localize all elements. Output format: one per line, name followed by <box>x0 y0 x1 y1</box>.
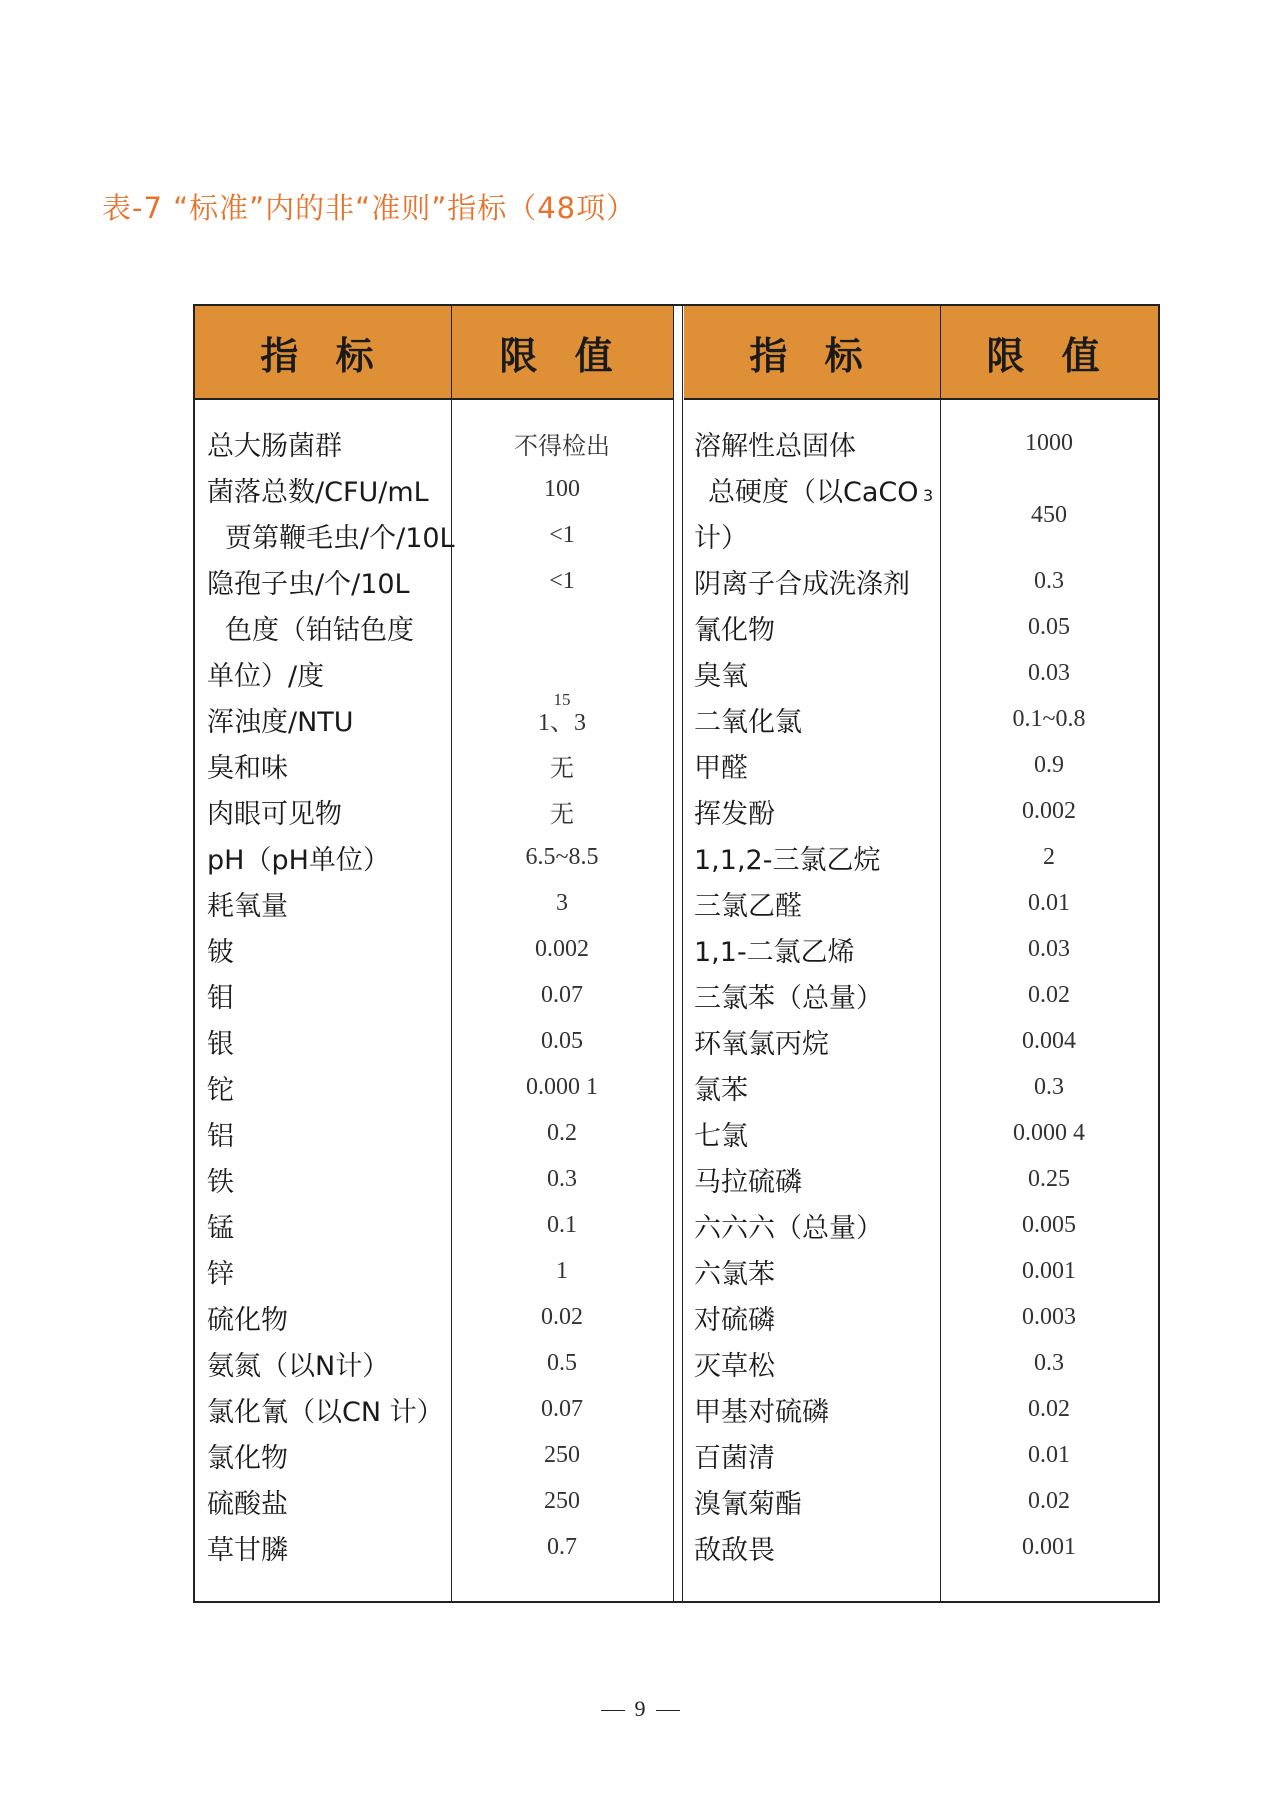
table-row <box>195 1432 673 1478</box>
limit-value: 1 <box>556 1257 568 1284</box>
table-row <box>682 1478 1158 1524</box>
indicator-name: pH（pH单位） <box>207 844 390 876</box>
table-row <box>682 972 1158 1018</box>
header-left-limit: 限 值 <box>451 306 673 400</box>
limit-value: 0.01 <box>1028 1441 1070 1468</box>
limit-value: 250 <box>544 1441 580 1468</box>
table-row <box>682 1432 1158 1478</box>
indicator-name: 铁 <box>207 1166 234 1198</box>
indicator-name: 总硬度（以CaCO <box>708 476 919 508</box>
table-row <box>682 558 1158 604</box>
indicator-name: 菌落总数/CFU/mL <box>207 476 429 508</box>
indicator-name: 隐孢子虫/个/10L <box>207 568 410 600</box>
indicator-name: 溶解性总固体 <box>694 430 856 462</box>
limit-value: 0.02 <box>1028 1487 1070 1514</box>
column-divider <box>673 306 674 1601</box>
indicator-name: 环氧氯丙烷 <box>694 1028 829 1060</box>
indicator-name: 氯化物 <box>207 1442 288 1474</box>
indicator-name: 甲醛 <box>694 752 748 784</box>
limit-value: 不得检出 <box>514 433 610 460</box>
limit-value: 0.02 <box>1028 1395 1070 1422</box>
table-row <box>682 420 1158 466</box>
indicator-name: 二氧化氯 <box>694 706 802 738</box>
limit-value: 0.9 <box>1034 751 1064 778</box>
limit-value: 0.05 <box>1028 613 1070 640</box>
limit-value: 0.003 <box>1022 1303 1076 1330</box>
indicator-name: 硫化物 <box>207 1304 288 1336</box>
table-row <box>682 1248 1158 1294</box>
limit-value: 0.1~0.8 <box>1012 705 1086 732</box>
indicator-name: 七氯 <box>694 1120 748 1152</box>
limit-value: 无 <box>550 755 574 782</box>
table-row <box>682 650 1158 696</box>
indicator-name: 草甘膦 <box>207 1534 288 1566</box>
limit-value: 0.002 <box>535 935 589 962</box>
header-right-limit: 限 值 <box>940 306 1158 400</box>
limit-value: 0.01 <box>1028 889 1070 916</box>
indicator-name: 铊 <box>207 1074 234 1106</box>
limit-value: 2 <box>1043 843 1055 870</box>
limit-value: 0.05 <box>541 1027 583 1054</box>
indicator-name: 臭氧 <box>694 660 748 692</box>
indicator-name: 单位）/度 <box>207 660 325 692</box>
table-row <box>195 690 673 742</box>
indicator-name: 挥发酚 <box>694 798 775 830</box>
table-row <box>195 1202 673 1248</box>
indicator-name: 百菌清 <box>694 1442 775 1474</box>
indicator-name: 氨氮（以N计） <box>207 1350 390 1382</box>
indicator-name: 敌敌畏 <box>694 1534 775 1566</box>
table-row <box>682 604 1158 650</box>
limit-value: <1 <box>549 521 575 548</box>
limit-value: 450 <box>1031 502 1067 528</box>
table-row <box>682 1110 1158 1156</box>
indicator-table <box>193 304 1160 1603</box>
indicator-name: 三氯乙醛 <box>694 890 802 922</box>
indicator-name: 钼 <box>207 982 234 1014</box>
limit-value: 0.1 <box>547 1211 577 1238</box>
table-row <box>195 972 673 1018</box>
header-right-indicator: 指 标 <box>684 306 940 400</box>
limit-value: 100 <box>544 475 580 502</box>
limit-value: 0.3 <box>1034 567 1064 594</box>
indicator-name: 1,1-二氯乙烯 <box>694 936 855 968</box>
limit-value: 3 <box>556 889 568 916</box>
indicator-name: 六六六（总量） <box>694 1212 883 1244</box>
limit-value: 0.3 <box>1034 1349 1064 1376</box>
limit-value: 1000 <box>1025 429 1073 456</box>
indicator-name: 贾第鞭毛虫/个/10L <box>225 522 455 554</box>
table-row <box>682 696 1158 742</box>
limit-value: 0.004 <box>1022 1027 1076 1054</box>
indicator-name: 锰 <box>207 1212 234 1244</box>
indicator-name: 银 <box>207 1028 234 1060</box>
table-row <box>195 742 673 788</box>
limit-value: 0.5 <box>547 1349 577 1376</box>
table-row <box>195 1248 673 1294</box>
indicator-name: 肉眼可见物 <box>207 798 342 830</box>
indicator-name: 马拉硫磷 <box>694 1166 802 1198</box>
page-number <box>0 1696 1280 1722</box>
limit-value: 0.2 <box>547 1119 577 1146</box>
limit-value: 0.000 4 <box>1013 1119 1085 1146</box>
limit-value: 0.3 <box>547 1165 577 1192</box>
table-row <box>195 834 673 880</box>
indicator-name: 耗氧量 <box>207 890 288 922</box>
table-row <box>195 558 673 604</box>
indicator-name: 臭和味 <box>207 752 288 784</box>
indicator-name: 计） <box>694 522 748 554</box>
indicator-name: 灭草松 <box>694 1350 775 1382</box>
table-row <box>195 420 673 466</box>
indicator-name: 色度（铂钴色度 <box>225 614 414 646</box>
indicator-name: 1,1,2-三氯乙烷 <box>694 844 881 876</box>
table-row <box>195 1386 673 1432</box>
table-row <box>195 512 673 558</box>
right-table-body <box>682 398 1158 1601</box>
table-row <box>195 1156 673 1202</box>
table-row <box>682 1524 1158 1570</box>
table-row <box>682 880 1158 926</box>
limit-value: 0.005 <box>1022 1211 1076 1238</box>
limit-value: 0.25 <box>1028 1165 1070 1192</box>
table-row <box>195 1018 673 1064</box>
indicator-name: 氯苯 <box>694 1074 748 1106</box>
limit-value: 0.03 <box>1028 659 1070 686</box>
indicator-name: 总大肠菌群 <box>207 430 342 462</box>
table-row <box>195 1340 673 1386</box>
limit-value: 0.3 <box>1034 1073 1064 1100</box>
header-left-indicator: 指 标 <box>195 306 451 400</box>
table-row <box>195 466 673 512</box>
table-row <box>682 1202 1158 1248</box>
limit-value: 0.02 <box>1028 981 1070 1008</box>
table-row <box>682 1018 1158 1064</box>
table-row <box>195 1110 673 1156</box>
indicator-name: 阴离子合成洗涤剂 <box>694 568 910 600</box>
turbidity-superscript: 15 <box>553 690 571 709</box>
table-row <box>682 1294 1158 1340</box>
indicator-name: 甲基对硫磷 <box>694 1396 829 1428</box>
table-row <box>682 834 1158 880</box>
limit-value: 0.07 <box>541 1395 583 1422</box>
table-row <box>195 1294 673 1340</box>
table-row <box>682 1156 1158 1202</box>
indicator-name: 氯化氰（以CN 计） <box>207 1396 444 1428</box>
limit-value: 6.5~8.5 <box>525 843 599 870</box>
limit-value: 250 <box>544 1487 580 1514</box>
indicator-name: 氰化物 <box>694 614 775 646</box>
table-row <box>682 1064 1158 1110</box>
caco3-subscript: 3 <box>923 486 934 505</box>
table-row <box>195 788 673 834</box>
indicator-name: 铝 <box>207 1120 234 1152</box>
limit-value: 0.000 1 <box>526 1073 598 1100</box>
limit-value: 0.03 <box>1028 935 1070 962</box>
table-row <box>195 926 673 972</box>
indicator-name: 锌 <box>207 1258 234 1290</box>
table-row <box>195 604 673 650</box>
indicator-name: 三氯苯（总量） <box>694 982 883 1014</box>
limit-value: 0.001 <box>1022 1257 1076 1284</box>
table-row <box>682 788 1158 834</box>
table-row <box>195 880 673 926</box>
table-row <box>195 1478 673 1524</box>
limit-value: 0.001 <box>1022 1533 1076 1560</box>
table-row <box>682 502 1158 558</box>
indicator-name: 硫酸盐 <box>207 1488 288 1520</box>
limit-value: 1、3 <box>538 709 586 736</box>
table-row <box>682 926 1158 972</box>
table-title: 表-7 “标准”内的非“准则”指标（48项） <box>102 191 637 225</box>
table-row <box>682 1386 1158 1432</box>
limit-value: 0.7 <box>547 1533 577 1560</box>
limit-value: 0.02 <box>541 1303 583 1330</box>
table-row <box>195 1524 673 1570</box>
indicator-name: 浑浊度/NTU <box>207 706 354 738</box>
indicator-name: 对硫磷 <box>694 1304 775 1336</box>
table-row <box>195 1064 673 1110</box>
page-number-text: 9 <box>634 1696 646 1721</box>
limit-value: <1 <box>549 567 575 594</box>
left-table-body <box>195 398 673 1601</box>
indicator-name: 六氯苯 <box>694 1258 775 1290</box>
table-row <box>682 1340 1158 1386</box>
limit-value: 0.07 <box>541 981 583 1008</box>
table-row <box>682 742 1158 788</box>
limit-value: 无 <box>550 801 574 828</box>
limit-value: 0.002 <box>1022 797 1076 824</box>
indicator-name: 溴氰菊酯 <box>694 1488 802 1520</box>
indicator-name: 铍 <box>207 936 234 968</box>
